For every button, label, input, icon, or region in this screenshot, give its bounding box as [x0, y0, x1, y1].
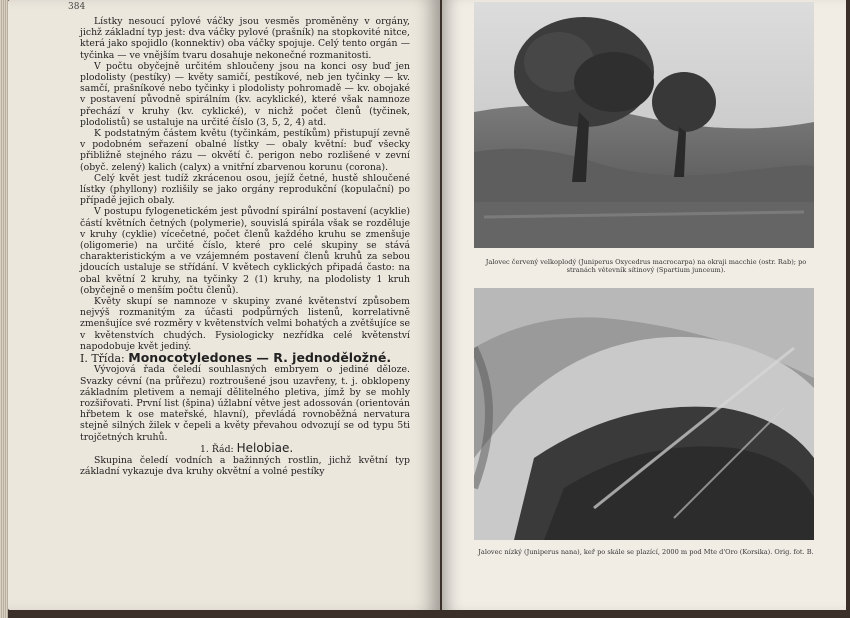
order-heading — [80, 440, 410, 455]
left-page-text — [80, 16, 410, 477]
page-edges — [0, 0, 8, 618]
paragraph: V počtu obyčejně určitém shloučeny jsou na konci osy buď jen plodolisty (pestíky) — květy samičí, pestíkové, neb jen tyčinky — kv. samčí, prašníkové nebo tyčinky i plodolisty pohromadě — kv. obojaké v postavení původně spirálním (kv. acyklické), které však namnoze přechází v kruhy (kv. cyklické), v nichž počet členů (tyčinek, plodolistů) se ustaluje na určité číslo (3, 5, 2, 4) atd. — [80, 60, 410, 128]
order-heading-name: Helobiae. — [236, 440, 294, 455]
class-heading-title: Monocotyledones — R. jednoděložné. — [128, 350, 392, 366]
photo-juniper-tree — [474, 2, 814, 248]
class-heading-prefix: I. Třída: — [80, 352, 125, 366]
paragraph: Celý květ jest tudíž zkrácenou osou, jejíž četné, hustě shloučené lístky (phyllony) rozlišily se jako orgány reprodukční (kopulační) po případě jejich obaly. — [80, 172, 410, 207]
caption-top: Jalovec červený velkoplodý (Juniperus Oxycedrus macrocarpa) na okraji macchie (ostr. Rab); po stranách větevník sítinový (Spartium junceum). — [485, 258, 807, 274]
left-page — [8, 0, 440, 610]
class-heading — [80, 352, 410, 364]
caption-bottom: Jalovec nízký (Juniperus nana), keř po skále se plazící, 2000 m pod Mte d'Oro (Korsika). Orig. fot. B. — [478, 548, 814, 556]
order-paragraph: Skupina čeledí vodních a bažinných rostlin, jichž květní typ základní vykazuje dva kruhy okvětní a volné pestíky — [80, 454, 410, 478]
class-paragraph: Vývojová řada čeledí souhlasných embryem o jediné děloze. Svazky cévní (na průřezu) roztroušené jsou uzavřeny, t. j. obklopeny základním pletivem a nemají dělitelného pletiva, jímž by se mohly rozšiřovati. První list (špina) úžlabní větve jest adossován (orientován hřbetem k ose mateřské, hlavní), převládá rovnoběžná nervatura stejně silných žilek v čepeli a květy převahou odvozují se od typu 5ti trojčetných kruhů. — [80, 364, 410, 443]
order-heading-prefix: 1. Řád: — [200, 443, 234, 455]
photo-dwarf-juniper — [474, 288, 814, 540]
paragraph: V postupu fylogenetickém jest původní spirální postavení (acyklie) částí květních četných (polymerie), souvislá spirála však se rozděluje v kruhy (cyklie) vícečetné, počet členů každého kruhu se zmenšuje (oligomerie) na určité číslo, které pro celé skupiny se stává charakteristickým a ve vzájemném postavení členů kruhů za sebou jdoucích ustaluje se střídání. V květech cyklických připadá často: na obal květní 2 kruhy, na tyčinky 2 (1) kruhy, na plodolisty 1 kruh (obyčejně o menším počtu členů). — [80, 206, 410, 296]
paragraph: Lístky nesoucí pylové váčky jsou vesměs proměněny v orgány, jichž základní typ jest: dva váčky pylové (prašník) na stopkovité nitce, která jako spojidlo (konnektiv) oba váčky spojuje. Celý tento orgán — tyčinka — ve vnějším tvaru dosahuje nekonečné rozmanitosti. — [80, 16, 410, 61]
paragraph: Květy skupí se namnoze v skupiny zvané květenství způsobem nejvýš rozmanitým za účasti podpůrných listenů, korrelativně zmenšujíce své rozměry v květenstvích velmi bohatých a zvětšujíce se v květenstvích chudých. Fysiologicky nezřídka celé květenství napodobuje květ jediný. — [80, 296, 410, 352]
paragraph: K podstatným částem květu (tyčinkám, pestíkům) přistupují zevně v podobném seřazení obalné lístky — obaly květní: buď všecky přibližně stejného rázu — okvětí č. perigon nebo rozlišené v zevní (obyč. zelený) kalich (calyx) a vnitřní zbarvenou korunu (corona). — [80, 128, 410, 173]
page-number: 384 — [68, 2, 86, 12]
